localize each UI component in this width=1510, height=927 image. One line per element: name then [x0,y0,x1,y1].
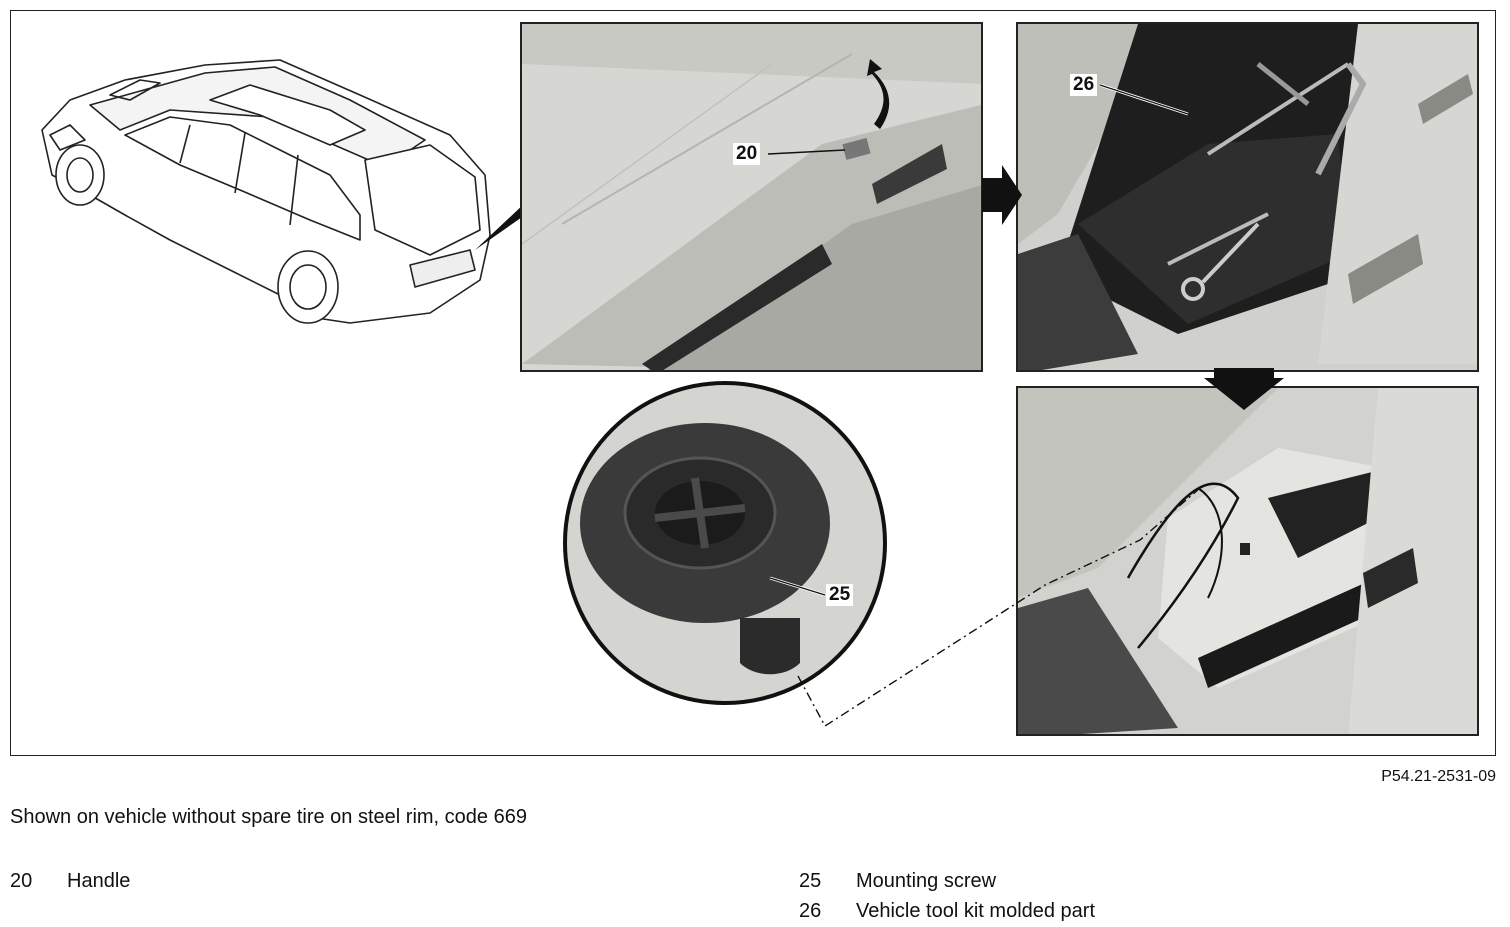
callout-tool-kit: 26 [1070,74,1097,96]
legend-text: Mounting screw [856,870,997,892]
legend-number: 20 [10,870,33,892]
legend-text: Vehicle tool kit molded part [856,900,1096,922]
legend-text: Handle [67,870,131,892]
photo-compartment [1016,386,1479,736]
figure-caption: Shown on vehicle without spare tire on steel rim, code 669 [10,806,527,828]
photo-cargo-floor [520,22,983,372]
legend-number: 26 [799,900,822,922]
figure-code: P54.21-2531-09 [1381,768,1496,785]
callout-mounting-screw: 25 [826,584,853,606]
vehicle-illustration [30,55,530,345]
legend-number: 25 [799,870,822,892]
callout-handle: 20 [733,143,760,165]
screw-detail-circle [560,378,900,708]
